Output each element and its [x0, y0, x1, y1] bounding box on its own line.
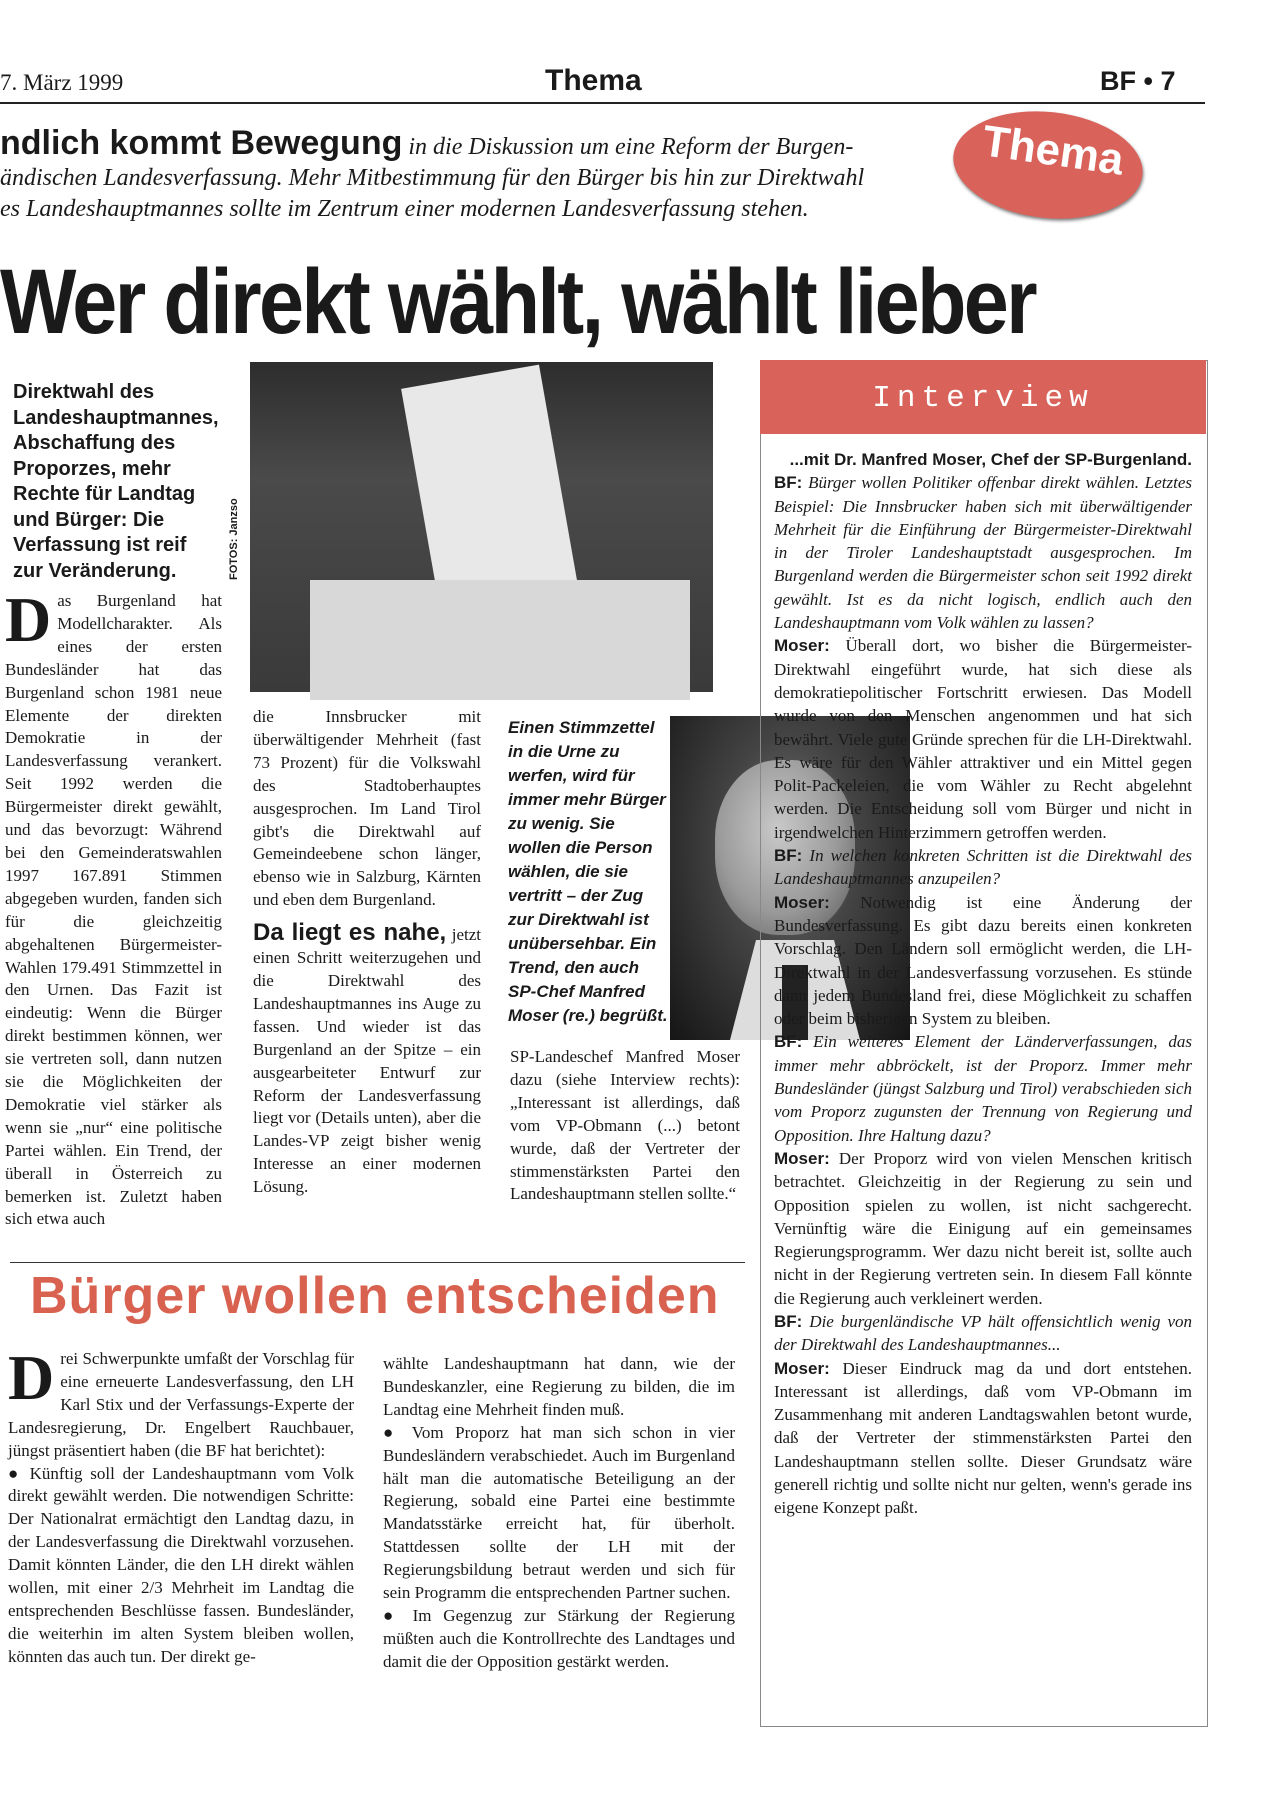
section2-col-a-p2: ● Künftig soll der Landeshauptmann vom Volk direkt gewählt werden. Die notwendigen Schritte: Der Nationalrat ermächtigt den Landtag dazu, in der Landesverfassung die Direktwahl vorzusehen. Damit könnten Länder, die den LH direkt wählen wollen, mit einer 2/3 Mehrheit im Landtag die entsprechenden Beschlüsse fassen. Bundesländer, die weiterhin im alten System bleiben wollen, könnten das auch tun. Der direkt ge-: [8, 1463, 354, 1666]
article-column-2: [253, 706, 481, 1199]
col2-subhead: Da liegt es nahe,: [253, 919, 447, 947]
article-column-1: [5, 584, 222, 1231]
header-rule: [0, 102, 1205, 104]
section2-col-b-p1: wählte Landeshauptmann hat dann, wie der Bundeskanzler, eine Regierung zu bilden, die im Landtag eine Mehrheit finden muß.: [383, 1354, 735, 1419]
section2-column-b: [383, 1353, 735, 1674]
section2-col-b-p3: ● Im Gegenzug zur Stärkung der Regierung müßten auch die Kontrollrechte des Landtages und damit die der Opposition gestärkt werden.: [383, 1605, 735, 1671]
interview-answer: Dieser Eindruck mag da und dort entstehen. Interessant ist allerdings, daß vom VP-Obmann im Zusammenhang mit anderen Landtagswahlen betont wurde, daß der Vertreter der stimmenstärksten Partei den Landeshauptmann stellen sollte. Dieser Grundsatz wäre generell richtig und sollte nicht nur gelten, wenn's gerade ins eigene Konzept paßt.: [774, 1358, 1193, 1518]
speaker-bf: BF:: [774, 473, 803, 493]
interview-intro: ...mit Dr. Manfred Moser, Chef der SP-Burgenland.: [789, 450, 1192, 469]
lead-line-1: in die Diskussion um eine Reform der Burgen-: [408, 134, 854, 160]
speaker-bf: BF:: [774, 1311, 803, 1331]
interview-question: Bürger wollen Politiker offenbar direkt wählen. Letztes Beispiel: Die Innsbrucker haben sich mit überwältigender Mehrheit für die Einführung der Bürgermeister-Direktwahl in der Tiroler Landeshauptstadt ausgesprochen. Im Burgenland werden die Bürgermeister schon seit 1992 direkt gewählt. Ist es da nicht logisch, endlich auch den Landeshauptmann vom Volk wählen zu lassen?: [774, 473, 1192, 633]
issue-date: 7. März 1999: [0, 70, 124, 95]
speaker-moser: Moser:: [774, 1358, 830, 1378]
thema-badge-label: Thema: [979, 116, 1127, 185]
teaser: Direktwahl des Landeshauptmannes, Abschaffung des Proporzes, mehr Rechte für Landtag und Bürger: Die Verfassung ist reif zur Veränderung.: [13, 381, 219, 582]
interview-text: [774, 448, 1192, 1520]
section-divider: [10, 1262, 745, 1263]
speaker-moser: Moser:: [774, 892, 830, 912]
interview-answer: Überall dort, wo bisher die Bürgermeister-Direktwahl eingeführt wurde, hat sich diese als demokratiepolitischer Fortschritt erwiesen. Das Modell wurde von den Menschen angenommen und hat sich bewährt. Viele gute Gründe sprechen für die LH-Direktwahl. Es wäre für den Wähler attraktiver und ein Mittel gegen Polit-Packeleien, die vom Wähler zu Recht abgelehnt werden. Die Entscheidung soll vom Bürger und nicht in irgendwelchen Hinterzimmern getroffen werden.: [774, 636, 1192, 842]
section-title: Thema: [545, 64, 642, 97]
lead-line-2: ändischen Landesverfassung. Mehr Mitbestimmung für den Bürger bis hin zur Direktwahl: [0, 165, 865, 191]
col2-text-2: jetzt einen Schritt weiterzugehen und die Direktwahl des Landeshauptmannes ins Auge zu fassen. Und wieder ist das Burgenland an der Spitze – ein ausgearbeiteter Entwurf zur Reform der Landesverfassung liegt vor (Details unten), aber die Landes-VP zeigt bisher wenig Interesse an einer modernen Lösung.: [253, 925, 482, 1197]
photo-caption: Einen Stimmzettel in die Urne zu werfen, wird für immer mehr Bürger zu wenig. Sie wollen die Person wählen, die sie vertritt – der Zug zur Direktwahl ist unübersehbar. Ein Trend, den auch SP-Chef Manfred Moser (re.) begrüßt.: [508, 718, 668, 1025]
col2-text-1: die Innsbrucker mit überwältigender Mehrheit (fast 73 Prozent) für die Volkswahl des Stadtoberhauptes ausgesprochen. Im Land Tirol gibt's die Direktwahl auf Gemeindeebene schon länger, ebenso wie in Salzburg, Kärnten und eben dem Burgenland.: [253, 707, 481, 910]
page-number: BF • 7: [1100, 66, 1176, 96]
ballot-box-image: [310, 580, 690, 700]
photo-credit: FOTOS: Janzso: [228, 498, 240, 580]
col3-text: SP-Landeschef Manfred Moser dazu (siehe Interview rechts): „Interessant ist allerdings, daß vom VP-Obmann (...) betont wurde, daß der Vertreter der stimmenstärksten Partei den Landeshauptmann stellen sollte.“: [510, 1047, 740, 1204]
section2-col-a-p1: rei Schwerpunkte umfaßt der Vorschlag für eine erneuerte Landesverfassung, den LH Karl Stix und der Verfassungs-Experte der Landesregierung, Dr. Engelbert Rauchbauer, jüngst präsentiert haben (die BF hat berichtet):: [8, 1349, 354, 1460]
article-column-3: [510, 1046, 740, 1206]
section2-headline: Bürger wollen entscheiden: [30, 1267, 720, 1325]
interview-answer: Notwendig ist eine Änderung der Bundesverfassung. Es gibt dazu bereits einen konkreten Vorschlag. Den Ländern soll ermöglicht werden, die LH-Direktwahl in der Landesverfassung vorzusehen. Es stünde dann jedem Bundesland frei, diese Möglichkeit zu schaffen oder beim bisherigen System zu bleiben.: [774, 892, 1192, 1029]
section2-col-b-p2: ● Vom Proporz hat man sich schon in vier Bundesländern verabschiedet. Auch im Burgenland hält man die automatische Beteiligung an der Regierung, sobald eine Partei eine bestimmte Mandatsstärke erreicht hat, für überholt. Stattdessen sollte der LH mit der Regierungsbildung betraut werden und sich für sein Programm die entsprechenden Partner suchen.: [383, 1422, 735, 1603]
speaker-moser: Moser:: [774, 636, 830, 656]
speaker-bf: BF:: [774, 1032, 803, 1052]
speaker-moser: Moser:: [774, 1148, 830, 1168]
col1-text: as Burgenland hat Modellcharakter. Als eines der ersten Bundesländer hat das Burgenland schon 1981 neue Elemente der direkten Demokratie in der Landesverfassung verankert. Seit 1992 werden die Bürgermeister direkt gewählt, und das bevorzugt: Während bei den Gemeinderatswahlen 1997 167.891 Stimmen abgegeben wurden, fanden sich für die gleichzeitig abgehaltenen Bürgermeister-Wahlen 179.491 Stimmzettel in den Urnen. Das Fazit ist eindeutig: Wenn die Bürger direkt bestimmen können, wer sie vertreten soll, dann nutzen sie die Möglichkeiten der Demokratie viel stärker als wenn sie „nur“ eine politische Partei wählen. Ein Trend, der überall in Österreich zu bemerken ist. Zuletzt haben sich etwa auch: [5, 591, 222, 1229]
speaker-bf: BF:: [774, 846, 803, 866]
interview-label: Interview: [872, 381, 1094, 416]
drop-cap: D: [5, 584, 52, 655]
interview-answer: Der Proporz wird von vielen Menschen kritisch betrachtet. Gleichzeitig in der Regierung zu sein und Opposition spielen zu wollen, ist nicht sachgerecht. Vernünftig wäre die Einigung auf ein gemeinsames Regierungsprogramm. Wer dazu nicht bereit ist, sollte auch nicht in der Regierung vertreten sein. In diesem Fall könnte die Regierung auch verkleinert werden.: [774, 1148, 1193, 1308]
lead-paragraph: [0, 124, 950, 225]
main-headline: Wer direkt wählt, wählt lieber: [0, 251, 1036, 353]
lead-kicker: ndlich kommt Bewegung: [0, 124, 403, 162]
lead-line-3: es Landeshauptmannes sollte im Zentrum einer modernen Landesverfassung stehen.: [0, 196, 809, 222]
interview-question: Die burgenländische VP hält offensichtlich wenig von der Direktwahl des Landeshauptmannes...: [774, 1311, 1192, 1355]
interview-question: Ein weiteres Element der Länderverfassungen, das immer mehr abbröckelt, ist der Proporz. Immer mehr Bundesländer (jüngst Salzburg und Tirol) verabschieden sich vom Proporz zugunsten der Trennung von Regierung und Opposition. Ihre Haltung dazu?: [774, 1032, 1193, 1145]
section2-column-a: [8, 1342, 354, 1669]
drop-cap: D: [8, 1342, 55, 1413]
interview-question: In welchen konkreten Schritten ist die Direktwahl des Landeshauptmannes anzupeilen?: [774, 846, 1193, 889]
